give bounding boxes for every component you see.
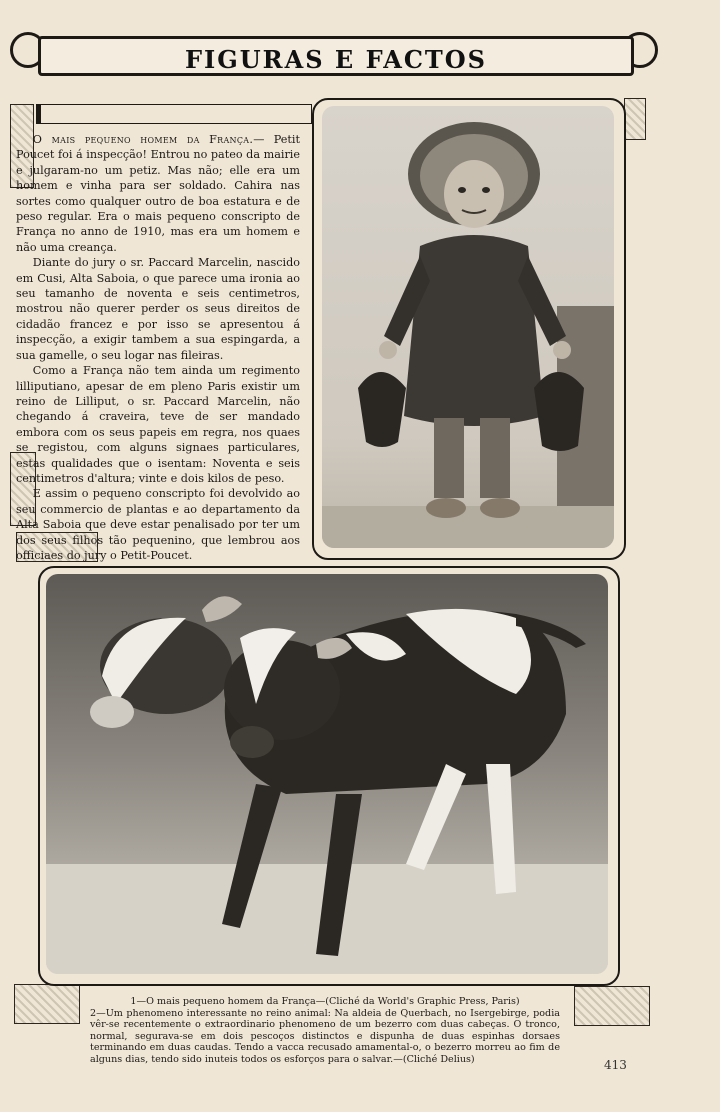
small-man-illustration bbox=[322, 106, 614, 548]
page-number: 413 bbox=[604, 1058, 627, 1072]
article-paragraph-4: E assim o pequeno conscripto foi devolvido ao seu commercio de plantas e ao departamento da Alta Saboia que deve estar penalisado por ter um dos seus filhos tão pequenino, que lembrou aos officiaes do jury o Petit-Poucet. bbox=[16, 487, 300, 562]
caption-photo-2: 2—Um phenomeno interessante no reino animal: Na aldeia de Querbach, no Isergebirge, podia vêr-se recentemente o extraordinario phenomeno de um bezerro com duas cabeças. O tronco, normal, segurava-se em dois pescoços distinctos e dispunha de duas espinhas dorsaes terminando em duas caudas. Tendo a vacca recusado amamental-o, o bezerro morreu ao fim de alguns dias, tendo sido inuteis todos os esforços para o salvar.—(Cliché Delius) bbox=[90, 1007, 560, 1065]
caption-right-ornament bbox=[574, 986, 650, 1026]
article-paragraph-1-body: Petit Poucet foi á inspecção! Entrou no pateo da mairie e julgaram-no um petiz. Mas não; elle era um homem e vinha para ser soldado. Cahira nas sortes como qualquer outro de boa estatura e de peso regular. Era o mais pequeno conscripto de França no anno de 1910, mas era um homem e não uma creança. bbox=[16, 133, 300, 254]
article-paragraph-2: Diante do jury o sr. Paccard Marcelin, nascido em Cusi, Alta Saboia, o que parece uma ironia ao seu tamanho de noventa e seis centimetros, mostrou não querer perder os seus direitos de cidadão francez e por isso se apresentou á inspecção, a exigir tambem a sua espingarda, a sua gamelle, o seu logar nas fileiras. bbox=[16, 256, 300, 362]
headline-rule-ornament bbox=[36, 104, 312, 124]
caption-left-ornament bbox=[14, 984, 80, 1024]
header-banner bbox=[10, 30, 654, 80]
photo-two-headed-calf bbox=[46, 574, 608, 974]
photo-small-man bbox=[322, 106, 614, 548]
section-title: FIGURAS E FACTOS bbox=[184, 45, 488, 74]
article-paragraph-1 bbox=[16, 132, 300, 255]
article-paragraph-3: Como a França não tem ainda um regimento lilliputiano, apesar de em pleno Paris existir um reino de Lilliput, o sr. Paccard Marcelin, não chegando á craveira, teve de ser mandado embora com os seus papeis em regra, nos quaes se registou, com alguns signaes particulares, estas qualidades que o isentam: Noventa e seis centimetros d'altura; vinte e dois kilos de peso. bbox=[16, 364, 300, 485]
two-headed-calf-illustration bbox=[46, 574, 608, 974]
banner-scroll bbox=[38, 36, 634, 76]
caption-photo-1: 1—O mais pequeno homem da França—(Cliché da World's Graphic Press, Paris) bbox=[130, 996, 520, 1007]
article-headline: O mais pequeno homem da França.— bbox=[32, 133, 265, 146]
photo-captions bbox=[90, 996, 560, 1066]
right-ornament-top bbox=[624, 98, 646, 140]
article-text bbox=[16, 132, 300, 563]
